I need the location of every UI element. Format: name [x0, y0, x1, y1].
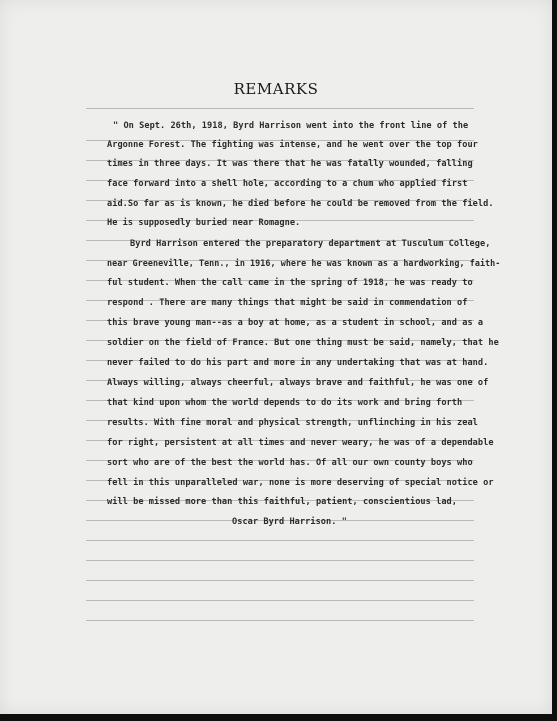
signature-line: Oscar Byrd Harrison. " — [232, 517, 347, 527]
typed-line: never failed to do his part and more in any undertaking that was at hand. — [107, 358, 489, 368]
typed-line: He is supposedly buried near Romagne. — [107, 218, 301, 228]
typed-line: soldier on the field of France. But one thing must be said, namely, that he — [107, 338, 499, 348]
typed-line: fell in this unparalleled war, none is more deserving of special notice or — [107, 478, 494, 488]
typed-line: face forward into a shell hole, according to a chum who applied first — [107, 179, 468, 189]
typed-line: will be missed more than this faithful, patient, conscientious lad, — [107, 497, 457, 507]
typed-line: aid.So far as is known, he died before he could be removed from the field. — [107, 199, 494, 209]
typed-line: " On Sept. 26th, 1918, Byrd Harrison went into the front line of the — [113, 121, 469, 131]
typed-line: near Greeneville, Tenn., in 1916, where he was known as a hardworking, faith- — [107, 259, 501, 269]
typed-line: for right, persistent at all times and never weary, he was of a dependable — [107, 438, 494, 448]
page-title: REMARKS — [233, 80, 319, 98]
typed-line: that kind upon whom the world depends to do its work and bring forth — [107, 398, 463, 408]
scan-edge-right — [552, 0, 557, 721]
typed-line: respond . There are many things that might be said in commendation of — [107, 298, 468, 308]
ruled-line — [86, 600, 474, 601]
ruled-line — [86, 560, 474, 561]
ruled-line — [86, 540, 474, 541]
typed-line: this brave young man--as a boy at home, as a student in school, and as a — [107, 318, 484, 328]
typed-line: sort who are of the best the world has. Of all our own county boys who — [107, 458, 473, 468]
ruled-line — [86, 620, 474, 621]
ruled-line — [86, 108, 474, 109]
typed-line: times in three days. It was there that he was fatally wounded, falling — [107, 159, 473, 169]
typed-line: results. With fine moral and physical strength, unflinching in his zeal — [107, 418, 478, 428]
ruled-line — [86, 580, 474, 581]
typed-line: ful student. When the call came in the spring of 1918, he was ready to — [107, 278, 473, 288]
scan-edge-bottom — [0, 714, 557, 721]
typed-line: Byrd Harrison entered the preparatory department at Tusculum College, — [130, 239, 491, 249]
typed-line: Always willing, always cheerful, always brave and faithful, he was one of — [107, 378, 489, 388]
typed-line: Argonne Forest. The fighting was intense, and he went over the top four — [107, 140, 478, 150]
